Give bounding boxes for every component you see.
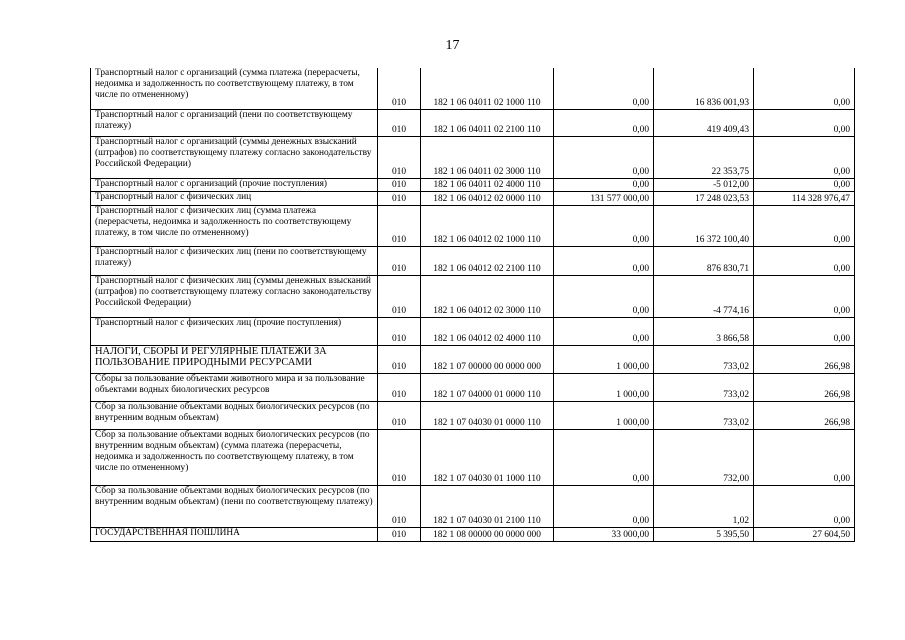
row-plan: 0,00 — [554, 136, 654, 178]
row-plan: 0,00 — [554, 109, 654, 136]
row-rest: 27 604,50 — [754, 527, 855, 541]
row-name: Сбор за пользование объектами водных биологических ресурсов (по внутренним водным объектам) (сумма платежа (перерасчеты, недоимка и задолженность по соответствующему платежу, в том числе по отмененному) — [91, 429, 378, 485]
row-code: 010 — [378, 275, 421, 317]
row-fact: -4 774,16 — [654, 275, 754, 317]
row-rest: 0,00 — [754, 485, 855, 527]
row-plan: 0,00 — [554, 246, 654, 275]
row-kbk: 182 1 06 04011 02 1000 110 — [421, 68, 554, 109]
row-kbk: 182 1 07 04000 01 0000 110 — [421, 373, 554, 401]
row-kbk: 182 1 06 04012 02 2100 110 — [421, 246, 554, 275]
row-code: 010 — [378, 317, 421, 345]
row-name: Транспортный налог с физических лиц (сумма платежа (перерасчеты, недоимка и задолженность по соответствующему платежу, в том числе по отмененному) — [91, 205, 378, 246]
row-code: 010 — [378, 527, 421, 541]
row-fact: 17 248 023,53 — [654, 191, 754, 205]
row-rest: 266,98 — [754, 345, 855, 373]
row-rest: 266,98 — [754, 373, 855, 401]
row-name: Транспортный налог с физических лиц (прочие поступления) — [91, 317, 378, 345]
row-rest: 0,00 — [754, 178, 855, 191]
row-rest: 0,00 — [754, 109, 855, 136]
row-code: 010 — [378, 205, 421, 246]
row-name: Транспортный налог с организаций (сумма платежа (перерасчеты, недоимка и задолженность по соответствующему платежу, в том числе по отмененному) — [91, 68, 378, 109]
table-row — [91, 317, 855, 345]
row-plan: 0,00 — [554, 178, 654, 191]
row-fact: 3 866,58 — [654, 317, 754, 345]
table-row — [91, 191, 855, 205]
page-number: 17 — [445, 38, 460, 53]
row-code: 010 — [378, 178, 421, 191]
row-fact: 733,02 — [654, 345, 754, 373]
row-name: Транспортный налог с организаций (пени по соответствующему платежу) — [91, 109, 378, 136]
table-row — [91, 373, 855, 401]
row-plan: 0,00 — [554, 317, 654, 345]
row-kbk: 182 1 08 00000 00 0000 000 — [421, 527, 554, 541]
row-fact: 732,00 — [654, 429, 754, 485]
row-fact: 419 409,43 — [654, 109, 754, 136]
row-plan: 0,00 — [554, 429, 654, 485]
row-fact: 876 830,71 — [654, 246, 754, 275]
table-row — [91, 345, 855, 373]
row-code: 010 — [378, 109, 421, 136]
row-fact: 733,02 — [654, 401, 754, 429]
row-fact: 733,02 — [654, 373, 754, 401]
row-rest: 0,00 — [754, 246, 855, 275]
budget-revenue-table — [90, 68, 855, 542]
row-code: 010 — [378, 401, 421, 429]
table-row — [91, 178, 855, 191]
row-fact: 1,02 — [654, 485, 754, 527]
row-rest: 0,00 — [754, 205, 855, 246]
row-name: Транспортный налог с организаций (суммы денежных взысканий (штрафов) по соответствующему платежу согласно законодательству Российской Федерации) — [91, 136, 378, 178]
row-kbk: 182 1 06 04012 02 0000 110 — [421, 191, 554, 205]
row-name: Транспортный налог с физических лиц (пени по соответствующему платежу) — [91, 246, 378, 275]
row-name: Сборы за пользование объектами животного мира и за пользование объектами водных биологических ресурсов — [91, 373, 378, 401]
row-code: 010 — [378, 136, 421, 178]
table-row — [91, 109, 855, 136]
row-plan: 1 000,00 — [554, 345, 654, 373]
row-code: 010 — [378, 246, 421, 275]
row-rest: 266,98 — [754, 401, 855, 429]
table-row — [91, 485, 855, 527]
row-plan: 0,00 — [554, 68, 654, 109]
row-kbk: 182 1 07 04030 01 0000 110 — [421, 401, 554, 429]
row-fact: 22 353,75 — [654, 136, 754, 178]
row-name: Сбор за пользование объектами водных биологических ресурсов (по внутренним водным объектам) (пени по соответствующему платежу) — [91, 485, 378, 527]
row-plan: 0,00 — [554, 205, 654, 246]
row-plan: 0,00 — [554, 275, 654, 317]
row-kbk: 182 1 06 04011 02 4000 110 — [421, 178, 554, 191]
row-kbk: 182 1 06 04011 02 3000 110 — [421, 136, 554, 178]
row-rest: 0,00 — [754, 275, 855, 317]
row-plan: 0,00 — [554, 485, 654, 527]
row-name: ГОСУДАРСТВЕННАЯ ПОШЛИНА — [91, 527, 378, 541]
row-plan: 1 000,00 — [554, 401, 654, 429]
row-name: Транспортный налог с физических лиц — [91, 191, 378, 205]
table-row — [91, 205, 855, 246]
row-rest: 0,00 — [754, 136, 855, 178]
row-kbk: 182 1 07 00000 00 0000 000 — [421, 345, 554, 373]
table-row — [91, 429, 855, 485]
table-row — [91, 527, 855, 541]
row-name: НАЛОГИ, СБОРЫ И РЕГУЛЯРНЫЕ ПЛАТЕЖИ ЗА ПОЛЬЗОВАНИЕ ПРИРОДНЫМИ РЕСУРСАМИ — [91, 345, 378, 373]
row-kbk: 182 1 06 04011 02 2100 110 — [421, 109, 554, 136]
table-row — [91, 401, 855, 429]
row-rest: 0,00 — [754, 317, 855, 345]
row-rest: 114 328 976,47 — [754, 191, 855, 205]
row-fact: 16 372 100,40 — [654, 205, 754, 246]
row-kbk: 182 1 06 04012 02 1000 110 — [421, 205, 554, 246]
row-code: 010 — [378, 191, 421, 205]
table-row — [91, 275, 855, 317]
row-rest: 0,00 — [754, 68, 855, 109]
row-kbk: 182 1 06 04012 02 3000 110 — [421, 275, 554, 317]
row-fact: -5 012,00 — [654, 178, 754, 191]
row-kbk: 182 1 07 04030 01 2100 110 — [421, 485, 554, 527]
row-code: 010 — [378, 485, 421, 527]
row-code: 010 — [378, 429, 421, 485]
row-rest: 0,00 — [754, 429, 855, 485]
row-fact: 5 395,50 — [654, 527, 754, 541]
table-row — [91, 246, 855, 275]
row-fact: 16 836 001,93 — [654, 68, 754, 109]
row-kbk: 182 1 07 04030 01 1000 110 — [421, 429, 554, 485]
row-name: Транспортный налог с организаций (прочие поступления) — [91, 178, 378, 191]
row-plan: 1 000,00 — [554, 373, 654, 401]
row-kbk: 182 1 06 04012 02 4000 110 — [421, 317, 554, 345]
row-code: 010 — [378, 68, 421, 109]
row-code: 010 — [378, 345, 421, 373]
row-plan: 131 577 000,00 — [554, 191, 654, 205]
row-code: 010 — [378, 373, 421, 401]
table-row — [91, 136, 855, 178]
row-plan: 33 000,00 — [554, 527, 654, 541]
table-row — [91, 68, 855, 109]
row-name: Транспортный налог с физических лиц (суммы денежных взысканий (штрафов) по соответствующему платежу согласно законодательству Российской Федерации) — [91, 275, 378, 317]
row-name: Сбор за пользование объектами водных биологических ресурсов (по внутренним водным объектам) — [91, 401, 378, 429]
